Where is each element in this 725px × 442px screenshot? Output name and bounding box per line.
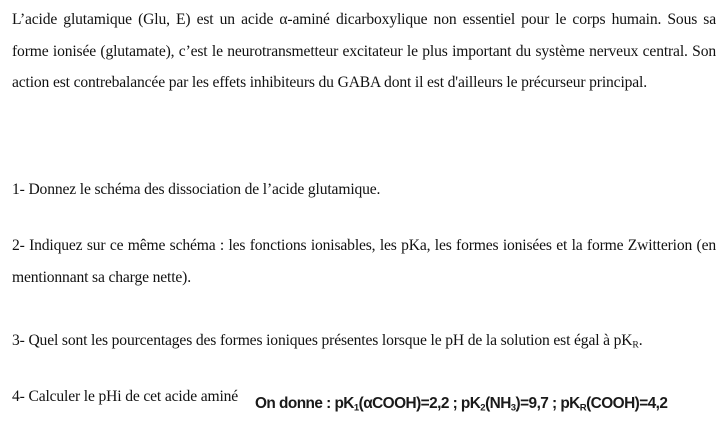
question-3-period: . [638, 332, 643, 349]
question-3 [12, 325, 716, 357]
question-1: 1- Donnez le schéma des dissociation de l’acide glutamique. [12, 181, 381, 198]
pk2-subscript: 2 [480, 402, 486, 414]
pk1-subscript: 1 [353, 402, 359, 414]
pk1-group: (αCOOH)=2,2 ; pK [358, 395, 481, 412]
pk2-group: (NH [485, 395, 511, 412]
pk2-value: )=9,7 ; pK [515, 395, 580, 412]
question-3-subscript: R [632, 339, 639, 351]
given-data-line [255, 395, 720, 413]
question-2: 2- Indiquez sur ce même schéma : les fonctions ionisables, les pKa, les formes ionisées et la forme Zwitterion (en mentionnant sa charge nette). [12, 237, 716, 286]
given-lead: On donne : pK [255, 395, 354, 412]
question-3-text: 3- Quel sont les pourcentages des formes ioniques présentes lorsque le pH de la solution est égal à pK [12, 332, 633, 349]
question-4: 4- Calculer le pHi de cet acide aminé [12, 388, 239, 405]
intro-paragraph: L’acide glutamique (Glu, E) est un acide α-aminé dicarboxylique non essentiel pour le corps humain. Sous sa forme ionisée (glutamate), c’est le neurotransmetteur excitateur le plus important du système nerveux central. Son action est contrebalancée par les effets inhibiteurs du GABA dont il est d'ailleurs le précurseur principal. [12, 11, 716, 91]
pkr-group: (COOH)=4,2 [586, 395, 668, 412]
pkr-subscript: R [579, 402, 587, 414]
nh3-subscript: 3 [510, 402, 516, 414]
